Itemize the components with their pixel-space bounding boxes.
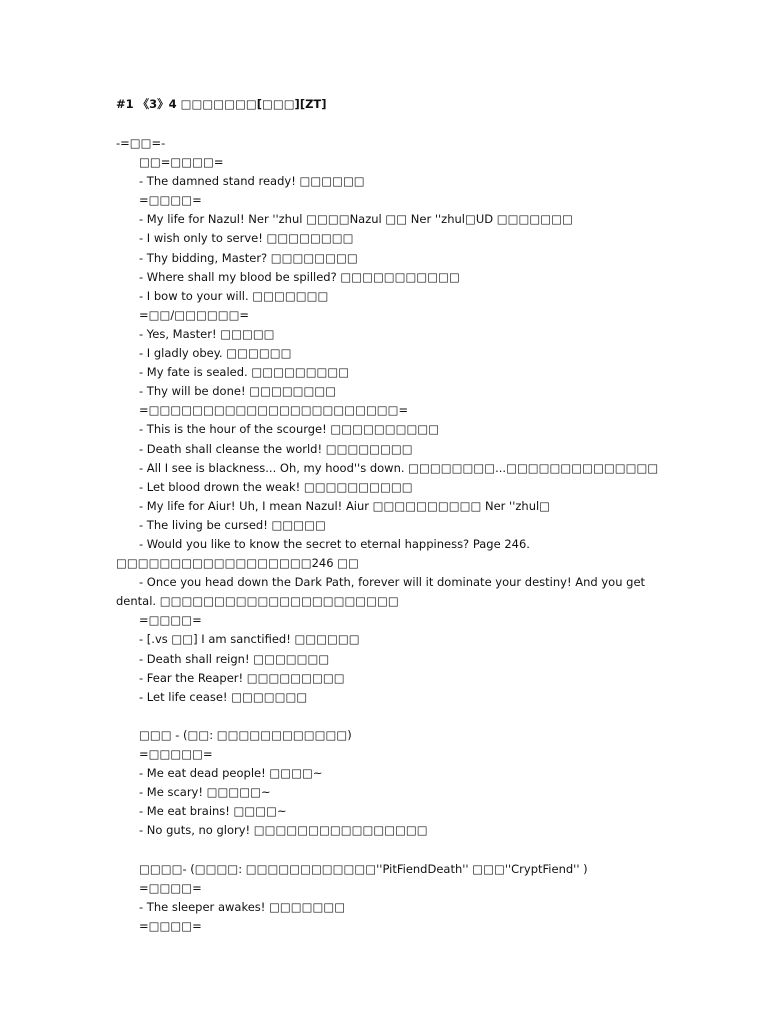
text-line: - My life for Aiur! Uh, I mean Nazul! Aiur □□□□□□□□□□ Ner ''zhul□ [139,498,551,513]
text-line: - All I see is blackness... Oh, my hood''s down. □□□□□□□□...□□□□□□□□□□□□□□ [139,460,659,475]
text-line: - Thy will be done! □□□□□□□□ [139,384,337,399]
text-line: - Death shall reign! □□□□□□□ [139,651,330,666]
text-line: - This is the hour of the scourge! □□□□□□□□□□ [139,422,440,437]
blank-line [116,840,656,859]
text-line: =□□□□= [139,918,202,933]
text-line: - [.vs □□] I am sanctified! □□□□□□ [139,632,360,647]
text-line: - Thy bidding, Master? □□□□□□□□ [139,250,358,265]
text-line: =□□□□□= [139,747,213,761]
text-line: - The sleeper awakes! □□□□□□□ [139,899,346,914]
text-line: □□=□□□□= [139,155,224,170]
text-line: - Me scary! □□□□□~ [139,785,271,800]
text-line: =□□□□□□□□□□□□□□□□□□□□□□□= [139,403,409,418]
text-line: - I wish only to serve! □□□□□□□□ [139,231,354,246]
text-line: - Me eat dead people! □□□□~ [139,766,323,781]
document-title: #1 《3》4 □□□□□□□[□□□][ZT] [116,97,327,111]
text-line: =□□□□= [139,880,202,895]
text-line: □□□□- (□□□□: □□□□□□□□□□□□''PitFiendDeath'' □□□''CryptFiend'' ) [139,861,588,876]
text-line: =□□□□= [139,613,202,628]
text-line: □□□ - (□□: □□□□□□□□□□□□) [139,727,352,742]
text-line: =□□/□□□□□□= [139,307,250,322]
text-line: =□□□□= [139,193,202,208]
text-line: - The living be cursed! □□□□□ [139,517,326,532]
text-line: - My fate is sealed. □□□□□□□□□ [139,365,350,380]
text-line: - Where shall my blood be spilled? □□□□□□□□□□□ [139,269,460,284]
document-body [116,134,659,936]
text-line: - Death shall cleanse the world! □□□□□□□□ [139,441,413,456]
text-line: - Me eat brains! □□□□~ [139,804,287,819]
text-line: - No guts, no glory! □□□□□□□□□□□□□□□□ [139,823,428,838]
text-line: - Let life cease! □□□□□□□ [139,689,308,704]
text-line: -=□□=- [116,136,166,150]
text-line: - My life for Nazul! Ner ''zhul □□□□Nazul □□ Ner ''zhul□UD □□□□□□□ [139,212,573,227]
text-line: - Fear the Reaper! □□□□□□□□□ [139,670,345,685]
text-line: - I gladly obey. □□□□□□ [139,346,292,361]
text-line: - I bow to your will. □□□□□□□ [139,288,329,303]
text-line: - Would you like to know the secret to eternal happiness? Page 246. □□□□□□□□□□□□□□□□□□246 □□ [116,536,530,571]
text-line: - Once you head down the Dark Path, forever will it dominate your destiny! And you get dental. □□□□□□□□□□□□□□□□□□□□□□ [116,575,646,609]
text-line: - Let blood drown the weak! □□□□□□□□□□ [139,479,413,494]
text-line: - Yes, Master! □□□□□ [139,326,275,341]
blank-line [116,707,656,726]
text-line: - The damned stand ready! □□□□□□ [139,174,365,189]
